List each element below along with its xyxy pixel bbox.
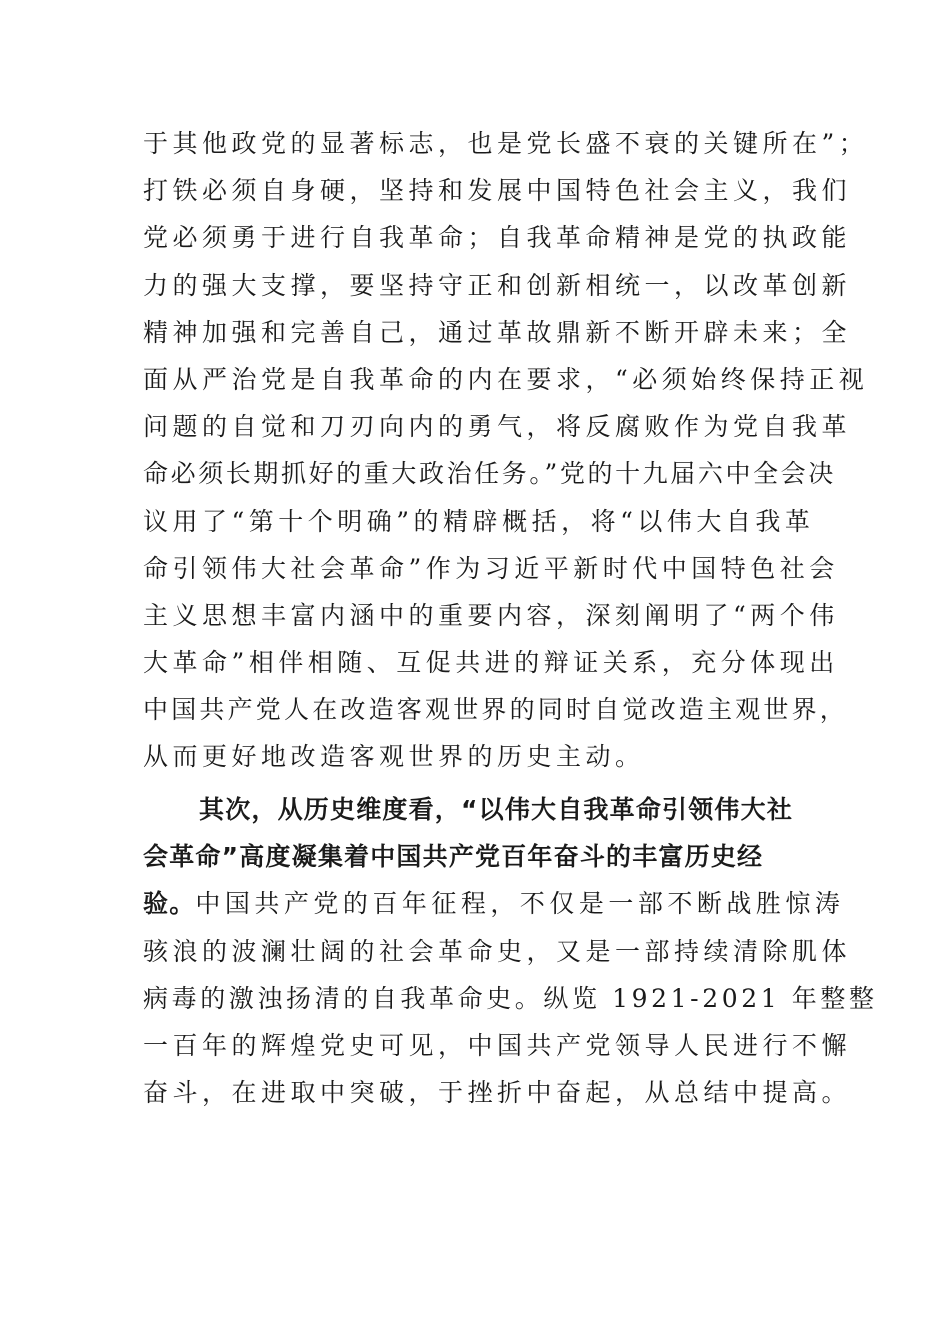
text-line: 主义思想丰富内涵中的重要内容，深刻阐明了“两个伟 (143, 600, 839, 630)
text-line: 打铁必须自身硬，坚持和发展中国特色社会主义，我们 (143, 176, 852, 206)
paragraph-2 (143, 786, 878, 1116)
text-line: 党必须勇于进行自我革命；自我革命精神是党的执政能 (143, 223, 852, 253)
text-line: 问题的自觉和刀刃向内的勇气，将反腐败作为党自我革 (143, 412, 852, 442)
text-line: 病毒的激浊扬清的自我革命史。纵览 1921-2021 年整整 (143, 983, 878, 1013)
bold-heading-line: 其次，从历史维度看，“以伟大自我革命引领伟大社 (199, 795, 794, 824)
bold-heading-line: 会革命”高度凝集着中国共产党百年奋斗的丰富历史经 (143, 842, 764, 872)
text-line: 中国共产党人在改造客观世界的同时自觉改造主观世界， (143, 695, 849, 725)
bold-heading-end: 验。 (143, 889, 196, 919)
text-line: 面从严治党是自我革命的内在要求，“必须始终保持正视 (143, 364, 869, 394)
paragraph-1 (143, 120, 869, 781)
text-line: 骇浪的波澜壮阔的社会革命史，又是一部持续清除肌体 (143, 936, 852, 966)
text-line: 奋斗，在进取中突破，于挫折中奋起，从总结中提高。 (143, 1078, 852, 1108)
text-line: 议用了“第十个明确”的精辟概括，将“以伟大自我革 (143, 506, 815, 536)
text-line: 力的强大支撑，要坚持守正和创新相统一，以改革创新 (143, 270, 852, 300)
text-line: 于其他政党的显著标志，也是党长盛不衰的关键所在”； (143, 129, 869, 158)
text-line: 精神加强和完善自己，通过革故鼎新不断开辟未来；全 (143, 317, 852, 347)
text-line-mixed (143, 880, 845, 927)
text-line: 大革命”相伴相随、互促共进的辩证关系，充分体现出 (143, 648, 839, 678)
text-line: 一百年的辉煌党史可见，中国共产党领导人民进行不懈 (143, 1030, 852, 1060)
text-line: 命引领伟大社会革命”作为习近平新时代中国特色社会 (143, 553, 839, 583)
text-segment: 中国共产党的百年征程，不仅是一部不断战胜惊涛 (195, 889, 845, 919)
text-line: 从而更好地改造客观世界的历史主动。 (143, 742, 645, 772)
text-line: 命必须长期抓好的重大政治任务。”党的十九届六中全会决 (143, 459, 836, 489)
